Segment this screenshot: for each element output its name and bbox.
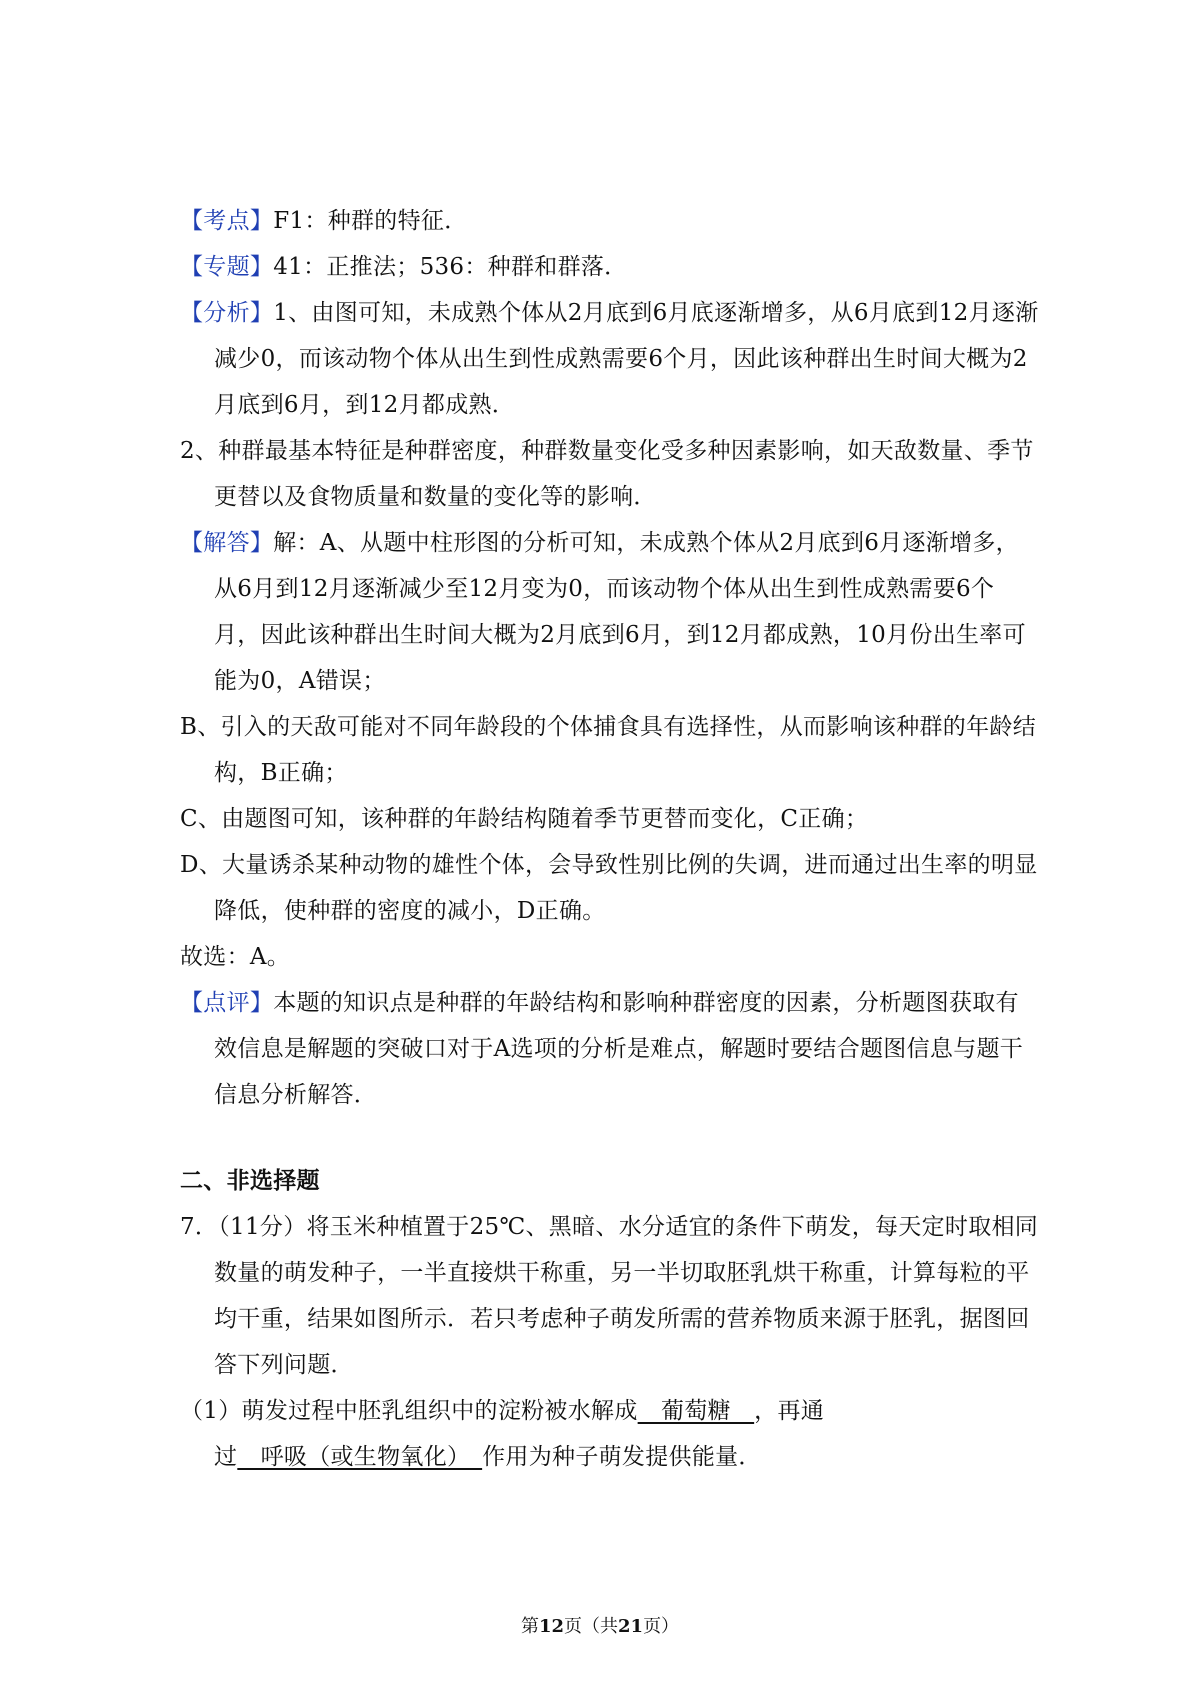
- answer-blank-respiration: 呼吸（或生物氧化）: [237, 1444, 483, 1470]
- fenxi-point-2-text: 2、种群最基本特征是种群密度，种群数量变化受多种因素影响，如天敌数量、季节更替以及食物质量和数量的变化等的影响．: [180, 438, 1034, 510]
- jieda-tag: 【解答】: [180, 530, 274, 556]
- footer-suffix: 页）: [643, 1616, 680, 1637]
- zhuanti-tag: 【专题】: [180, 254, 274, 280]
- q7-sub1-part-a: （1）萌发过程中胚乳组织中的淀粉被水解成: [180, 1398, 638, 1424]
- zhuanti-text: 41：正推法；536：种群和群落．: [273, 254, 628, 280]
- footer-page-number: 12: [538, 1616, 564, 1637]
- kaodian-text: F1：种群的特征．: [273, 208, 468, 234]
- fenxi-point-2: [180, 428, 1040, 520]
- option-d-text: D、大量诱杀某种动物的雄性个体，会导致性别比例的失调，进而通过出生率的明显降低，使种群的密度的减小，D正确。: [180, 852, 1038, 924]
- answer-blank-glucose: 葡萄糖: [637, 1398, 755, 1424]
- jieda-paragraph: [180, 520, 1040, 704]
- answer-line: [180, 934, 1040, 980]
- fenxi-paragraph: [180, 290, 1040, 428]
- footer-total-pages: 21: [618, 1616, 644, 1637]
- option-b: [180, 704, 1040, 796]
- jieda-text: 解：A、从题中柱形图的分析可知，未成熟个体从2月底到6月逐渐增多，从6月到12月逐渐减少至12月变为0，而该动物个体从出生到性成熟需要6个月，因此该种群出生时间大概为2月底到6月，到12月都成熟，10月份出生率可能为0，A错误；: [214, 530, 1026, 694]
- option-c-text: C、由题图可知，该种群的年龄结构随着季节更替而变化，C正确；: [180, 806, 869, 832]
- question-7-text: 7．（11分）将玉米种植置于25℃、黑暗、水分适宜的条件下萌发，每天定时取相同数量的萌发种子，一半直接烘干称重，另一半切取胚乳烘干称重，计算每粒的平均干重，结果如图所示．若只考虑种子萌发所需的营养物质来源于胚乳，据图回答下列问题．: [180, 1214, 1039, 1378]
- kaodian-line: [180, 198, 1040, 244]
- option-c: [180, 796, 1040, 842]
- option-d: [180, 842, 1040, 934]
- dianping-tag: 【点评】: [180, 990, 274, 1016]
- question-7: [180, 1204, 1040, 1388]
- section-heading: 二、非选择题: [180, 1167, 320, 1194]
- footer-prefix: 第: [520, 1616, 539, 1637]
- answer-text: 故选：A。: [180, 944, 291, 970]
- dianping-paragraph: [180, 980, 1040, 1118]
- page-content: [180, 198, 1040, 1480]
- option-b-text: B、引入的天敌可能对不同年龄段的个体捕食具有选择性，从而影响该种群的年龄结构，B正确；: [180, 714, 1037, 786]
- kaodian-tag: 【考点】: [180, 208, 274, 234]
- fenxi-text: 1、由图可知，未成熟个体从2月底到6月底逐渐增多，从6月底到12月逐渐减少0，而该动物个体从出生到性成熟需要6个月，因此该种群出生时间大概为2月底到6月，到12月都成熟．: [214, 300, 1039, 418]
- q7-sub1-part-c: 作用为种子萌发提供能量．: [482, 1444, 762, 1470]
- footer-middle: 页（共: [564, 1616, 618, 1637]
- dianping-text: 本题的知识点是种群的年龄结构和影响种群密度的因素，分析题图获取有效信息是解题的突破口对于A选项的分析是难点，解题时要结合题图信息与题干信息分析解答．: [214, 990, 1024, 1108]
- question-7-sub1: [180, 1388, 1040, 1480]
- zhuanti-line: [180, 244, 1040, 290]
- fenxi-tag: 【分析】: [180, 300, 274, 326]
- q7-sub1-part-b: ，再通过: [214, 1398, 825, 1470]
- page-footer: [0, 1612, 1200, 1638]
